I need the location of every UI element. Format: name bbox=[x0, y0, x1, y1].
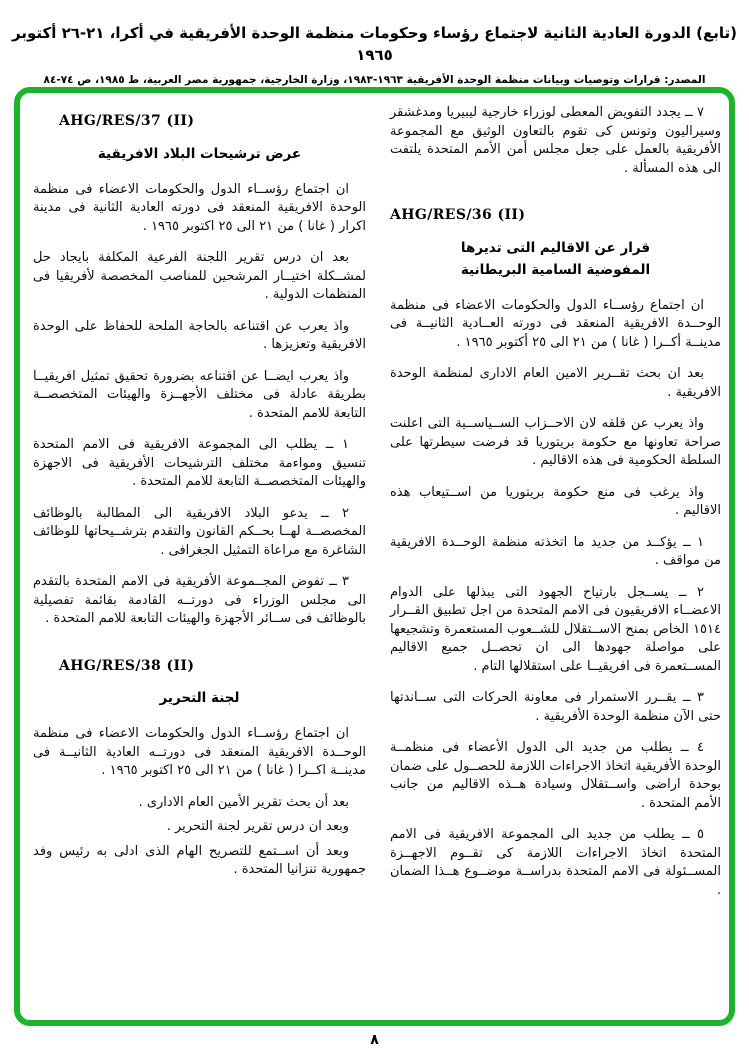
paragraph: ٢ ــ يدعو البلاد الافريقية الى المطالبة بالوظائف المخصصــة لهــا بحــكم القانون والتقدم بترشــيحاتها للوظائف الشاغرة مع مراعاة التمثيل الجغرافى . bbox=[33, 505, 366, 558]
paragraph: وبعد أن اســتمع للتصريح الهام الذى ادلى به رئيس وفد جمهورية تنزانيا المتحدة . bbox=[33, 843, 366, 877]
paragraph: ان اجتماع رؤســاء الدول والحكومات الاعضاء فى منظمة الوحــدة الافريقية المنعقد فى دورتــه العادية الثانيــة فى مدينــة اكــرا ( غانا ) من ٢١ الى ٢٥ اكتوبر ١٩٦٥ . bbox=[33, 726, 366, 778]
left-column bbox=[33, 112, 366, 886]
paragraph: ٥ ــ يطلب من جديد الى المجموعة الافريقية فى الامم المتحدة اتخاذ الاجراءات اللازمة كى تقــوم الاجهــزة المســئولة فى الامم المتحدة بدراســة موضــوع هــذا الضمان . bbox=[390, 827, 721, 898]
resolution-title-line: المفوضية السامية البريطانية bbox=[460, 261, 651, 278]
resolution-id-38: AHG/RES/38 (II) bbox=[59, 657, 195, 674]
paragraph: واذ يعرب عن اقتناعه بالحاجة الملحة للحفاظ على الوحدة الافريقية وتعزيزها . bbox=[33, 318, 366, 352]
resolution-title-line: قرار عن الاقاليم التى تديرها bbox=[460, 239, 651, 256]
paragraph: ١ ــ يؤكــد من جديد ما اتخذته منظمة الوحــدة الافريقية من مواقف . bbox=[390, 534, 721, 568]
paragraph: ٤ ــ يطلب من جديد الى الدول الأعضاء فى منظمــة الوحدة الأفريقية اتخاذ الاجراءات اللازمة للحصــول على ضمان بوحدة اراضى واســتقلال وسيادة هــذه الاقاليم من جانب الأمم المتحدة . bbox=[390, 740, 721, 811]
page-header bbox=[0, 22, 749, 88]
paragraph: ان اجتماع رؤســاء الدول والحكومات الاعضاء فى منظمة الوحدة الافريقية المنعقد فى دورته العادية الثانية فى مدينة اكرار ( غانا ) من ٢١ الى ٢٥ اكتوبر ١٩٦٥ . bbox=[33, 181, 366, 234]
paragraph: ٣ ــ يقــرر الاستمرار فى معاونة الحركات التى ســاندتها حتى الآن منظمة الوحدة الأفريقية . bbox=[390, 690, 721, 724]
paragraph: واذ يرغب فى منع حكومة بريتوريا من اســتيعاب هذه الاقاليم . bbox=[390, 484, 721, 518]
paragraph: واذ يعرب ايضــا عن اقتناعه بضرورة تحقيق تمثيل افريقيــا بطريقة عادلة فى مختلف الأجهــزة والهيئات المتخصصــة التابعة للامم المتحدة . bbox=[33, 368, 366, 421]
resolution-title-38: لجنة التحرير bbox=[159, 690, 240, 706]
resolution-title-37: عرض ترشيحات البلاد الافريقية bbox=[97, 145, 302, 162]
header-title: (تابع) الدورة العادية الثانية لاجتماع رؤساء وحكومات منظمة الوحدة الأفريقية في أكرا، ٢١-٢٦ أكتوبر ١٩٦٥ bbox=[11, 24, 738, 64]
header-source-line: المصدر: قرارات وتوصيات وبيانات منظمة الوحدة الأفريقية ١٩٦٣-١٩٨٣، وزارة الخارجية، جمهورية مصر العربية، ط ١٩٨٥، ص ٧٤-٨٤ bbox=[43, 74, 706, 86]
resolution-title-36 bbox=[390, 237, 721, 281]
paragraph: وبعد ان درس تقرير لجنة التحرير . bbox=[166, 819, 349, 834]
resolution-id-36: AHG/RES/36 (II) bbox=[390, 207, 526, 223]
resolution-id-37: AHG/RES/37 (II) bbox=[59, 113, 195, 129]
paragraph: ٧ ــ يجدد التفويض المعطى لوزراء خارجية ليبيريا ومدغشقر وسيراليون وتونس كى تقوم بالتعاون الوثيق مع المجموعة الأفريقية بالعمل على جعل مجلس أمن الأمم المتحدة يلتفت الى هذه المسألة . bbox=[390, 105, 721, 176]
page-number: ٨ bbox=[370, 1032, 379, 1048]
paragraph: ١ ــ يطلب الى المجموعة الافريقية فى الامم المتحدة تنسيق ومواءمة مختلف الترشيحات الأفريقية فى الاجهزة والهيئات المتخصصــة التابعة للامم المتحدة . bbox=[33, 437, 366, 489]
paragraph: ٢ ــ يســجل بارتياح الجهود التى يبذلها على الدوام الاعضــاء الافريقيون فى الامم المتحدة من اجل تطبيق القــرار ١٥١٤ الخاص بمنح الاســتقلال للشــعوب المستعمرة وتشجيعها على مواصلة جهودها الى ان تحصــل جميع الاقاليم المســتعمرة فى افريقيــا على استقلالها التام . bbox=[390, 584, 721, 674]
right-column bbox=[390, 104, 721, 913]
paragraph: بعد ان بحث تقــرير الامين العام الادارى لمنظمة الوحدة الافريقية . bbox=[390, 366, 721, 400]
paragraph: بعد ان درس تقرير اللجنة الفرعية المكلفة بايجاد حل لمشــكلة اختيــار المرشحين للمناصب المخصصة لأفريقيا فى المنظمات الدولية . bbox=[33, 250, 366, 302]
paragraph: ان اجتماع رؤســاء الدول والحكومات الاعضاء فى منظمة الوحــدة الافريقية المنعقد فى دورته العــادية الثانيــة فى مدينــة أكــرا ( غانا ) من ٢١ الى ٢٥ أكتوبر ١٩٦٥ . bbox=[390, 297, 721, 350]
paragraph: بعد أن بحث تقرير الأمين العام الادارى . bbox=[138, 794, 349, 810]
paragraph: ٣ ــ تفوض المجــموعة الأفريقية فى الامم المتحدة بالتقدم الى مجلس الوزراء فى دورتــه القادمة بقائمة تفصيلية بالوظائف فى ســائر الأجهزة والهيئات التابعة للامم المتحدة . bbox=[33, 574, 366, 626]
paragraph: واذ يعرب عن قلقه لان الاحــزاب الســياســية التى اعلنت صراحة تعاونها مع حكومة بريتوريا قد فرضت سيطرتها على السلطة الحكومية فى هذه الاقاليم . bbox=[390, 416, 721, 468]
